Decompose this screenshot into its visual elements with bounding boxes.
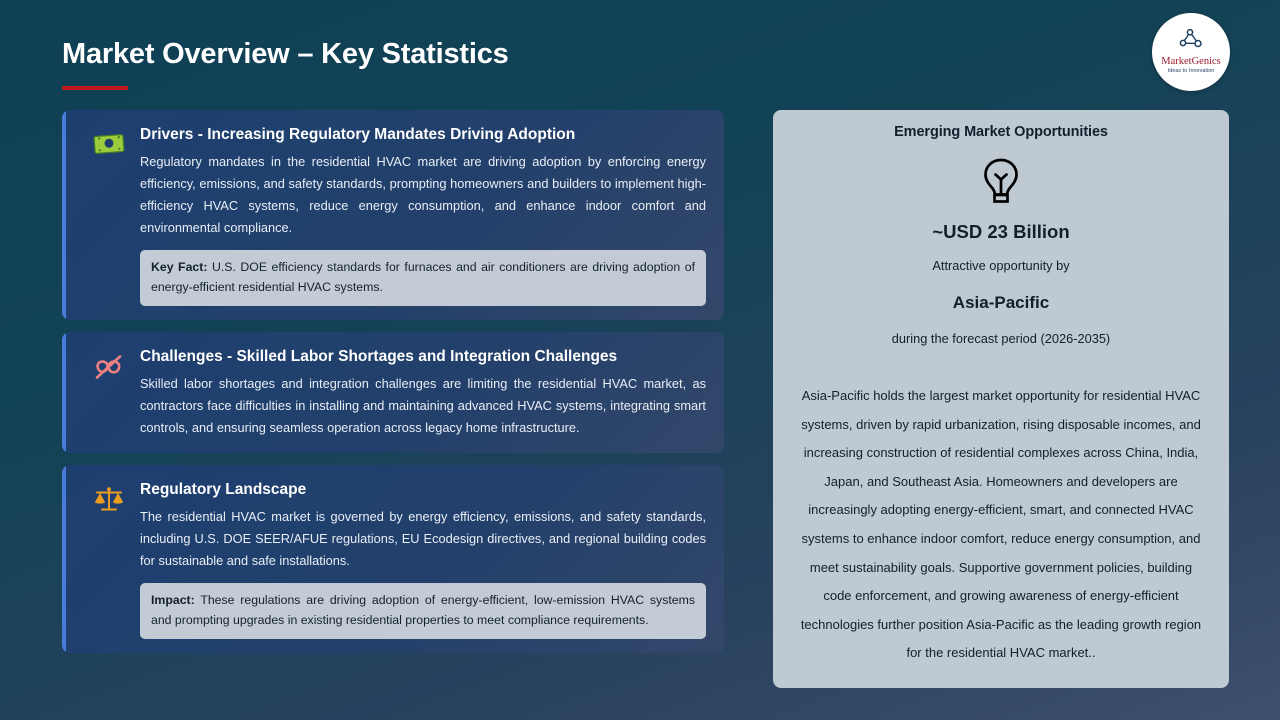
card-accent-bar: [62, 332, 66, 453]
opportunity-subtitle: Attractive opportunity by: [932, 258, 1070, 273]
money-banknote-icon: [92, 128, 126, 162]
emerging-opportunities-panel: [773, 110, 1229, 688]
card-title: Challenges - Skilled Labor Shortages and Integration Challenges: [140, 348, 618, 366]
key-fact-callout: [140, 250, 706, 307]
lightbulb-icon: [795, 156, 1207, 213]
card-body: Skilled labor shortages and integration challenges are limiting the residential HVAC market, as contractors face difficulties in installing and maintaining advanced HVAC systems, integrating smart controls, and ensuring seamless operation across legacy home infrastructure.: [140, 376, 706, 435]
network-node-icon: [1179, 29, 1203, 56]
callout-label: Key Fact:: [151, 259, 208, 274]
card-accent-bar: [62, 110, 66, 320]
card-drivers: [62, 110, 724, 320]
opportunity-heading: Emerging Market Opportunities: [894, 124, 1108, 140]
broken-link-icon: [92, 350, 126, 384]
card-accent-bar: [62, 465, 66, 653]
opportunity-value: ~USD 23 Billion: [932, 221, 1070, 242]
card-regulatory-landscape: [62, 465, 724, 653]
cards-column: [62, 110, 724, 665]
title-accent-bar: [62, 86, 128, 90]
card-body: The residential HVAC market is governed by energy efficiency, emissions, and safety standards, including U.S. DOE SEER/AFUE regulations, EU Ecodesign directives, and regional building codes for sustainable and safe installations.: [140, 508, 706, 568]
logo-brand-text: MarketGenics: [1161, 56, 1221, 68]
balance-scales-icon: [92, 483, 126, 517]
card-title: Drivers - Increasing Regulatory Mandates Driving Adoption: [140, 126, 576, 143]
opportunity-region: Asia-Pacific: [952, 293, 1050, 312]
callout-label: Impact:: [151, 592, 195, 607]
opportunity-period: during the forecast period (2026-2035): [891, 331, 1111, 346]
card-title: Regulatory Landscape: [140, 481, 307, 498]
opportunity-description: Asia-Pacific holds the largest market opportunity for residential HVAC systems, driven by rapid urbanization, rising disposable incomes, and increasing construction of residential complexes across China, India, Japan, and Southeast Asia. Homeowners and developers are increasingly adopting energy-efficient, smart, and connected HVAC systems to enhance indoor comfort, reduce energy consumption, and meet sustainability goals. Supportive government policies, building code enforcement, and growing awareness of energy-efficient technologies further position Asia-Pacific as the leading growth region for the residential HVAC market..: [800, 388, 1202, 661]
impact-callout: [140, 583, 706, 640]
callout-text: U.S. DOE efficiency standards for furnaces and air conditioners are driving adoption of energy-efficient residential HVAC systems.: [151, 259, 695, 294]
card-challenges: [62, 332, 724, 453]
page-title: Market Overview – Key Statistics: [62, 38, 509, 70]
brand-logo: [1152, 13, 1230, 91]
logo-tagline: Ideas to Innovation: [1167, 68, 1215, 75]
card-body: Regulatory mandates in the residential HVAC market are driving adoption by enforcing energy efficiency, emissions, and safety standards, prompting homeowners and builders to implement high-efficiency HVAC systems, reduce energy consumption, and enhance indoor comfort and environmental compliance.: [140, 153, 706, 235]
callout-text: These regulations are driving adoption of energy-efficient, low-emission HVAC systems and prompting upgrades in existing residential properties to meet compliance requirements.: [151, 592, 695, 627]
